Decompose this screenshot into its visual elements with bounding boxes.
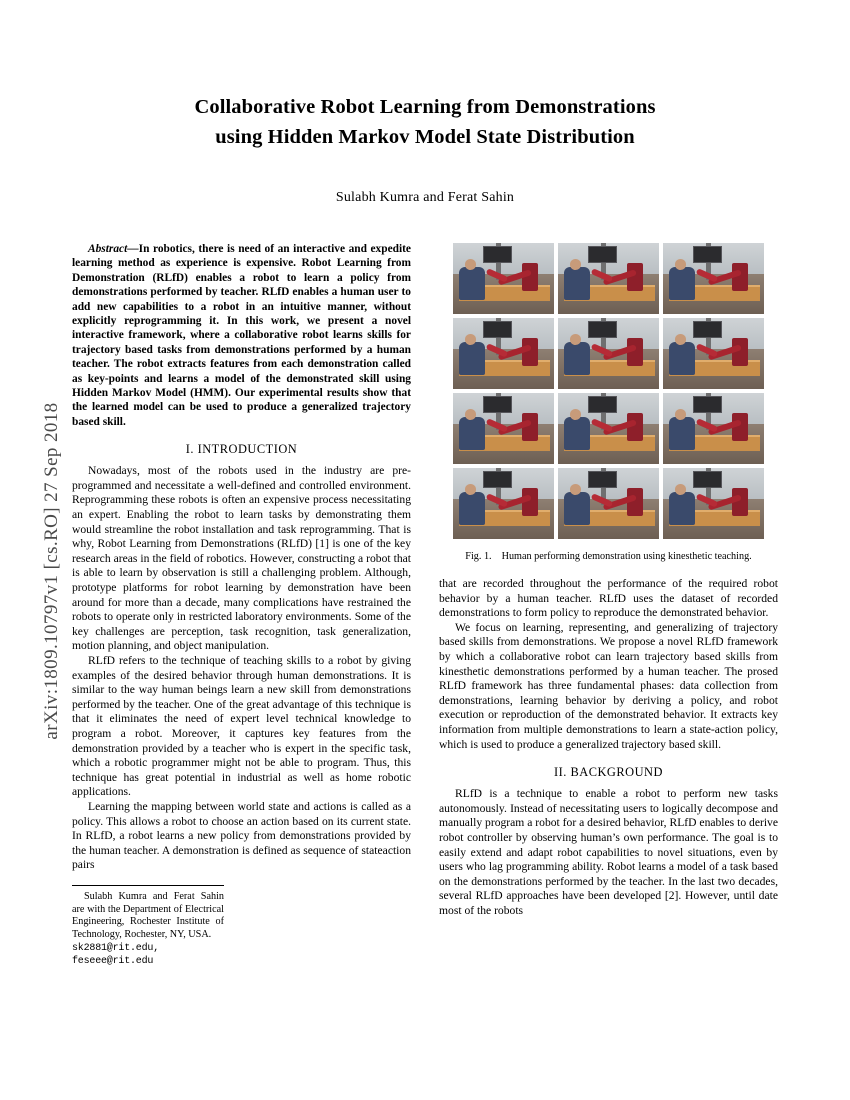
figure-caption: [439, 550, 778, 563]
abstract: [72, 242, 411, 429]
paper-content: [72, 92, 778, 968]
figure-frame: [558, 393, 659, 464]
footnote-emails[interactable]: sk2881@rit.edu, feseee@rit.edu: [72, 943, 160, 967]
arxiv-stamp: arXiv:1809.10797v1 [cs.RO] 27 Sep 2018: [41, 402, 62, 740]
figure-frame: [663, 318, 764, 389]
intro-paragraph-2: RLfD refers to the technique of teaching skills to a robot by giving examples of the desired behavior through human demonstrations. It is similar to the way human beings learn a new skill from demonstrations performed by the teacher. One of the great advantage of this technique is that it eliminates the need of expert level technical knowledge to program a robot. Moreover, it captures key features from the demonstration provided by a teacher who is expert in the specific task, which a robotic programmer might not be able to program. Thus, this technique has great potential in industrial as well as home robotic applications.: [72, 654, 411, 799]
section-heading-introduction: I. INTRODUCTION: [185, 442, 298, 457]
footnote-text: Sulabh Kumra and Ferat Sahin are with the Department of Electrical Engineering, Rochester Institute of Technology, Rochester, NY, USA.: [72, 890, 224, 940]
figure-frame: [558, 243, 659, 314]
left-column: [72, 242, 411, 968]
intro-paragraph-1: Nowadays, most of the robots used in the industry are pre-programmed and necessitate a well-defined and controlled environment. Reprogramming these robots is often an expensive process necessitating an expert. Enabling the robot to learn tasks by demonstrating them would streamline the robot installation and task reprogramming. That is why, Robot Learning from Demonstrations (RLfD) [1] is one of the key research areas in the field of robotics. However, constructing a robot that is able to learn by observation is still a challenging problem. Although, prototype platforms for robot learning by demonstration have been around for more than a decade, many complications have restrained the robots to operate only in restricted laboratory environments. Some of the key challenges are perception, task recognition, task generalization, motion planning, and object manipulation.: [72, 464, 411, 653]
intro-paragraph-3: Learning the mapping between world state and actions is called as a policy. This allows a robot to choose an action based on its current state. In RLfD, a robot learns a new policy from demonstrations provided by the human teacher. A demonstration is defined as sequence of stateaction pairs: [72, 799, 411, 872]
figure-frame: [453, 468, 554, 539]
figure-frame: [663, 468, 764, 539]
abstract-heading: Abstract—: [88, 243, 139, 255]
figure-frame: [453, 318, 554, 389]
right-paragraph-2: We focus on learning, representing, and generalizing of trajectory based skills from demonstrations. We propose a novel RLfD framework by which a collaborative robot can learn trajectory based skills from kinesthetic demonstrations performed by a human teacher. The prosed RLfD framework has three fundamental phases: data collection from demonstrations, learning behavior by deriving a policy, and robot execution or reproduction of the demonstrated behavior. It extracts key information from multiple demonstrations to learn a state-action policy, which is used to produce a generalized trajectory based skill.: [439, 620, 778, 751]
title-line-1: Collaborative Robot Learning from Demonstrations: [194, 96, 656, 118]
right-paragraph-1: that are recorded throughout the performance of the required robot behavior by a human teacher. RLfD uses the dataset of recorded demonstrations to form policy to reproduce the demonstrated behavior.: [439, 577, 778, 620]
figure-caption-text: Human performing demonstration using kinesthetic teaching.: [501, 551, 752, 562]
authors: Sulabh Kumra and Ferat Sahin: [335, 190, 515, 205]
figure-frame: [558, 468, 659, 539]
section-heading-background: II. BACKGROUND: [554, 765, 663, 780]
figure-frame: [558, 318, 659, 389]
figure-frame: [663, 243, 764, 314]
right-column: [439, 242, 778, 968]
background-paragraph-1: RLfD is a technique to enable a robot to perform new tasks autonomously. Instead of necessitating users to logically decompose and manually program a robot for a desired behavior, RLfD enables to derive robot controller by observing human’s own performance. The goal is to easily extend and adapt robot capabilities to novel situations, even by users who lag programming ability. Robot learns a model of a task based on the demonstrations performed by the teacher. In the last two decades, several RLfD approaches have been developed [2]. However, until date most of the robots: [439, 787, 778, 917]
figure-frame: [453, 393, 554, 464]
title-line-2: using Hidden Markov Model State Distribution: [215, 126, 635, 148]
figure-frame: [453, 243, 554, 314]
page-title: [105, 92, 745, 152]
figure-label: Fig. 1.: [465, 551, 492, 562]
footnote: [72, 885, 224, 969]
abstract-text: In robotics, there is need of an interactive and expedite learning method as experience is expensive. Robot Learning from Demonstration (RLfD) enables a robot to learn a policy from demonstrations performed by teacher. RLfD enables a human user to add new capabilities to a robot in an intuitive manner, without explicitly reprogramming it. In this work, we present a novel interactive framework, where a collaborative robot learns skills for trajectory based tasks from demonstrations performed by a human teacher. The robot extracts features from each demonstration called as key-points and learns a model of the demonstrated skill using Hidden Markov Model (HMM). Our experimental results show that the learned model can be used to produce a generalized trajectory based skill.: [72, 243, 411, 428]
figure-1: [439, 242, 778, 563]
figure-frame: [663, 393, 764, 464]
two-column-body: [72, 242, 778, 968]
figure-image-grid: [452, 242, 765, 540]
